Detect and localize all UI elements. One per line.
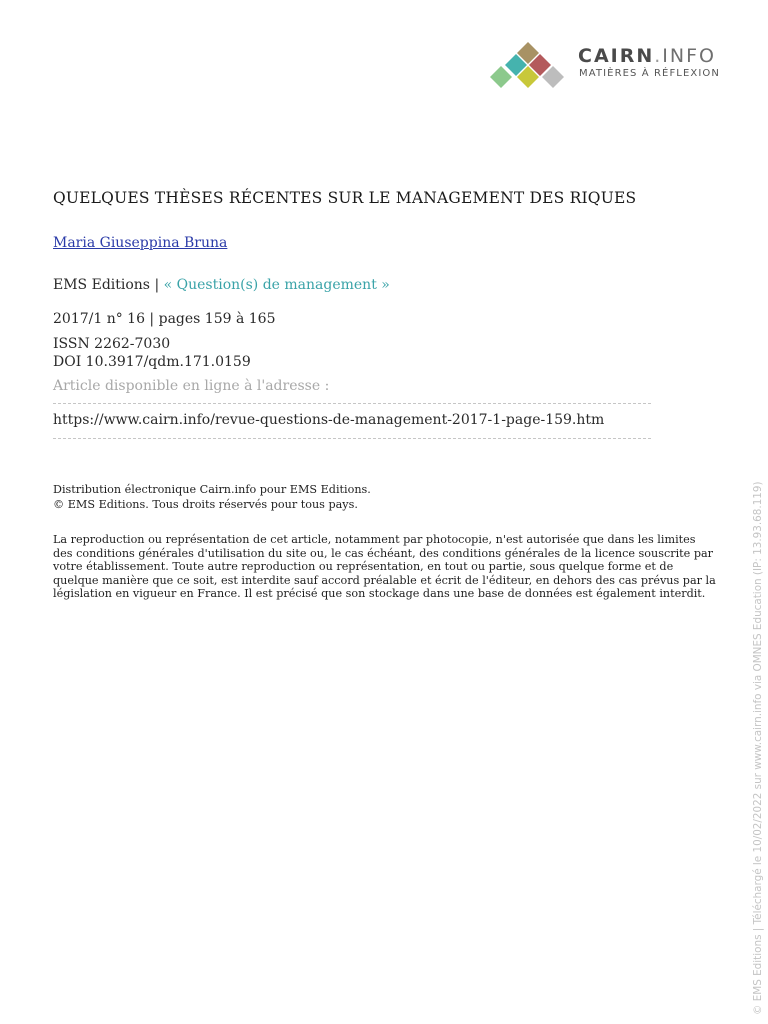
cairn-logo [488,40,728,92]
article-title: QUELQUES THÈSES RÉCENTES SUR LE MANAGEMENT DES RIQUES [53,189,637,207]
logo-name-text: CAIRN [578,45,655,67]
logo-suffix: INFO [662,45,716,67]
copyright-line: © EMS Editions. Tous droits réservés pour tous pays. [53,498,358,511]
logo-diamond-green [490,66,512,88]
url-divider-top [53,403,651,404]
article-url[interactable]: https://www.cairn.info/revue-questions-de-management-2017-1-page-159.htm [53,412,605,428]
rights-notice: La reproduction ou représentation de cet article, notamment par photocopie, n'est autorisée que dans les limites des conditions générales d'utilisation du site ou, le cas échéant, des conditions générales de la licence souscrite par votre établissement. Toute autre reproduction ou représentation, en tout ou partie, sous quelque forme et de quelque manière que ce soit, est interdite sauf accord préalable et écrit de l'éditeur, en dehors des cas prévus par la législation en vigueur en France. Il est précisé que son stockage dans une base de données est également interdit. [53,533,716,600]
download-watermark: © EMS Editions | Téléchargé le 10/02/2022 sur www.cairn.info via OMNES Education (IP: 13.93.68.119) [752,481,764,1015]
distribution-line: Distribution électronique Cairn.info pour EMS Editions. [53,483,371,496]
logo-tagline: MATIÈRES À RÉFLEXION [579,68,720,79]
journal-link[interactable]: « Question(s) de management » [163,277,390,293]
logo-diamonds-icon [488,40,572,92]
publisher-name: EMS Editions | [53,277,164,293]
issn: ISSN 2262-7030 [53,336,171,352]
logo-wordmark [578,45,716,67]
url-divider-bottom [53,438,651,439]
distribution-note [53,482,371,512]
issue-info: 2017/1 n° 16 | pages 159 à 165 [53,311,276,327]
available-label: Article disponible en ligne à l'adresse : [53,378,330,394]
author-link[interactable]: Maria Giuseppina Bruna [53,235,228,251]
doi: DOI 10.3917/qdm.171.0159 [53,354,251,370]
publisher-line [53,277,390,293]
logo-dot: . [654,45,663,67]
